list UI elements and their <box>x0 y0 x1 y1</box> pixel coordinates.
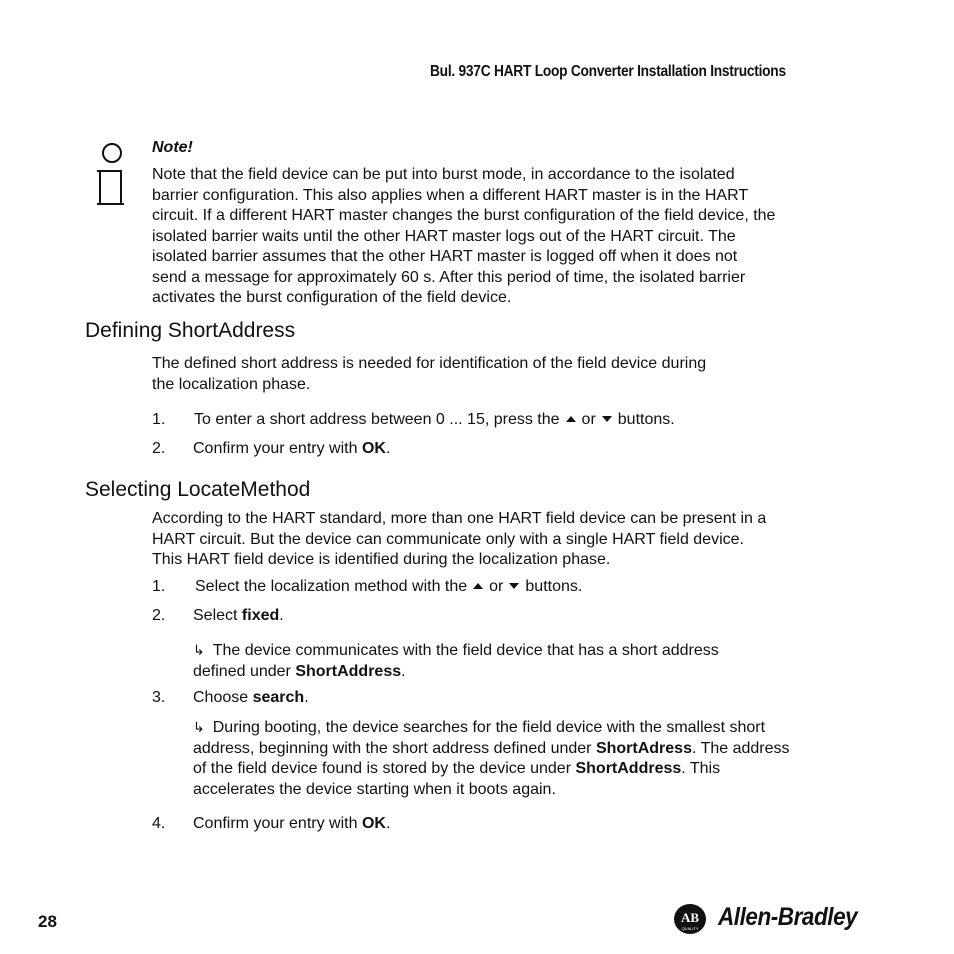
section-heading-locate-method: Selecting LocateMethod <box>85 478 311 501</box>
logo-letters: AB <box>680 910 700 925</box>
up-arrow-icon <box>473 583 483 589</box>
ab-logo-icon <box>672 900 712 940</box>
note-line: isolated barrier waits until the other HART master logs out of the HART circuit. The <box>152 227 736 245</box>
or-text: or <box>581 411 596 428</box>
note-line: barrier configuration. This also applies when a different HART master is in the HART <box>152 186 749 204</box>
step-text: buttons. <box>525 578 583 595</box>
note-line: send a message for approximately 60 s. After this period of time, the isolated barrier <box>152 268 746 286</box>
list-text <box>194 410 675 431</box>
list-item <box>152 814 852 836</box>
search-label: search <box>252 689 305 706</box>
step-text: Select <box>193 607 242 624</box>
logo-subtext: QUALITY <box>681 926 699 931</box>
step-text: Confirm your entry with <box>193 440 362 457</box>
list-text <box>193 688 309 709</box>
list-item <box>152 606 852 628</box>
intro-line: The defined short address is needed for identification of the field device during <box>152 355 707 372</box>
result-text: . This <box>681 760 721 777</box>
list-item <box>152 577 852 599</box>
step-text: buttons. <box>617 411 675 428</box>
list-number: 1. <box>152 411 166 428</box>
step-text: Confirm your entry with <box>193 815 362 832</box>
result-search <box>193 718 853 800</box>
list-item <box>152 688 852 710</box>
result-text: The device communicates with the field device that has a short address <box>212 642 719 659</box>
result-text: address, beginning with the short address defined under <box>193 739 596 757</box>
ok-label: OK <box>361 815 386 832</box>
list-number: 3. <box>152 689 166 706</box>
result-arrow-icon: ↳ <box>193 720 205 736</box>
brand-name: Allen-Bradley <box>718 903 858 931</box>
down-arrow-icon <box>602 416 612 422</box>
page-number: 28 <box>38 912 57 931</box>
fixed-label: fixed <box>241 607 280 624</box>
result-text: accelerates the device starting when it boots again. <box>193 780 556 798</box>
step-text: . <box>304 689 309 706</box>
list-item <box>152 410 852 432</box>
note-line: Note that the field device can be put into burst mode, in accordance to the isolated <box>152 166 735 183</box>
list-number: 2. <box>152 607 166 624</box>
list-number: 2. <box>152 440 166 457</box>
result-fixed <box>193 641 853 682</box>
list-text <box>193 606 284 627</box>
list-number: 1. <box>152 578 166 595</box>
note-body <box>152 165 852 309</box>
step-text: Select the localization method with the <box>195 578 468 595</box>
note-title: Note! <box>152 139 193 156</box>
section-heading-short-address: Defining ShortAddress <box>85 319 296 342</box>
note-line: activates the burst configuration of the field device. <box>152 289 512 306</box>
note-line: circuit. If a different HART master changes the burst configuration of the field device, the <box>152 207 776 224</box>
section1-intro <box>152 354 852 395</box>
down-arrow-icon <box>509 583 519 589</box>
allen-bradley-logo <box>672 900 872 940</box>
intro-line: the localization phase. <box>152 375 311 393</box>
list-text <box>193 439 390 460</box>
result-text: . <box>401 662 406 680</box>
step-text: . <box>279 607 284 624</box>
list-item <box>152 439 852 461</box>
step-text: . <box>385 815 391 832</box>
step-text: To enter a short address between 0 ... 15, press the <box>194 411 560 428</box>
list-text <box>193 814 390 835</box>
intro-line: According to the HART standard, more than one HART field device can be present in a <box>152 510 767 527</box>
result-text: During booting, the device searches for the field device with the smallest short <box>212 719 766 736</box>
note-line: isolated barrier assumes that the other HART master is logged off when it does not <box>152 248 738 265</box>
intro-line: HART circuit. But the device can communicate only with a single HART field device. <box>152 530 744 548</box>
result-arrow-icon: ↳ <box>193 643 205 659</box>
result-text: defined under <box>193 662 296 680</box>
up-arrow-icon <box>566 416 576 422</box>
list-number: 4. <box>152 815 166 832</box>
ok-label: OK <box>361 440 386 457</box>
short-address-label: ShortAddress <box>295 662 402 680</box>
document-header: Bul. 937C HART Loop Converter Installation Instructions <box>430 63 786 80</box>
result-text: of the field device found is stored by the device under <box>193 760 576 777</box>
result-text: . The address <box>691 739 790 757</box>
or-text: or <box>489 578 504 595</box>
section2-intro <box>152 509 852 571</box>
step-text: Choose <box>193 689 253 706</box>
step-text: . <box>385 440 391 457</box>
list-text <box>195 577 582 598</box>
info-icon <box>95 142 129 208</box>
intro-line: This HART field device is identified during the localization phase. <box>152 551 611 568</box>
short-address-label: ShortAdress <box>595 739 692 757</box>
short-address-label: ShortAddress <box>575 760 682 777</box>
